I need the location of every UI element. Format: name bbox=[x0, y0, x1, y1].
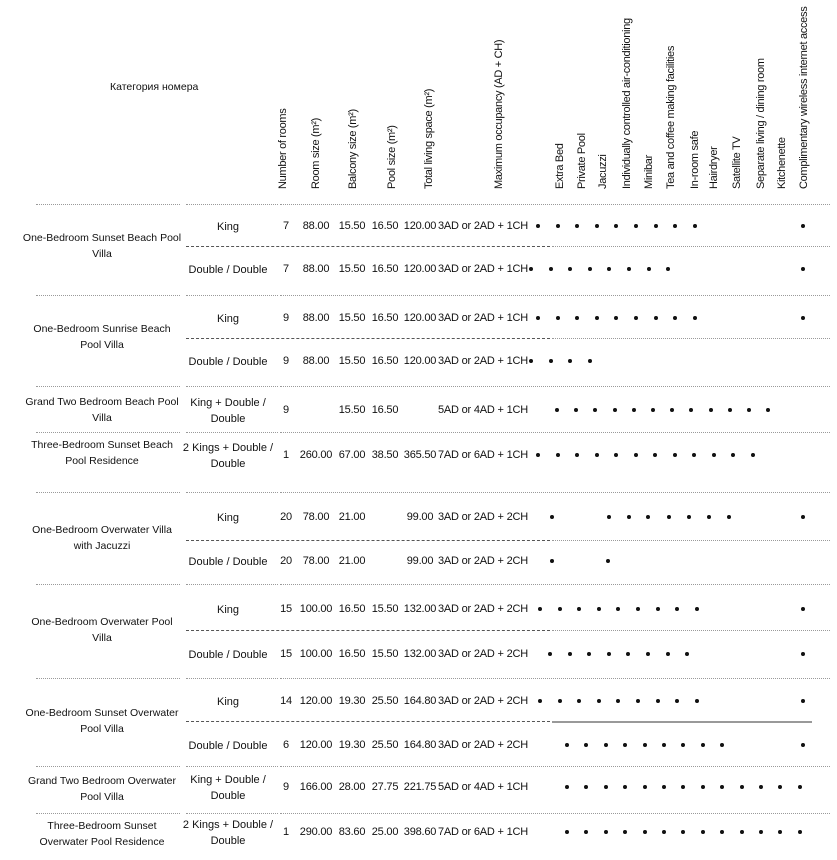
section-divider bbox=[36, 492, 180, 493]
occupancy-cell: 3AD or 2AD + 2CH bbox=[437, 648, 529, 660]
amenity-dot bbox=[595, 224, 599, 228]
pool-cell: 16.50 bbox=[371, 220, 399, 232]
room-size-cell: 120.00 bbox=[299, 739, 333, 751]
amenity-dot bbox=[675, 607, 679, 611]
room-type: 2 Kings + Double / Double bbox=[182, 442, 274, 470]
occupancy-cell: 7AD or 6AD + 1CH bbox=[437, 826, 529, 838]
amenity-dot bbox=[568, 652, 572, 656]
total-space-cell: 120.00 bbox=[403, 355, 437, 367]
amenity-dot bbox=[548, 652, 552, 656]
balcony-cell: 19.30 bbox=[338, 695, 366, 707]
amenity-dot bbox=[798, 830, 802, 834]
rooms-cell: 9 bbox=[283, 312, 289, 324]
amenity-dot bbox=[687, 515, 691, 519]
occupancy-cell: 3AD or 2AD + 2CH bbox=[437, 695, 529, 707]
amenity-dot bbox=[588, 267, 592, 271]
amenity-dot bbox=[740, 830, 744, 834]
room-category: One-Bedroom Sunrise Beach Pool Villa bbox=[33, 323, 171, 351]
room-size-cell: 88.00 bbox=[302, 355, 330, 367]
column-header: Extra Bed bbox=[554, 143, 566, 189]
amenity-dot bbox=[549, 359, 553, 363]
table-title: Категория номера bbox=[110, 81, 199, 93]
amenity-dot bbox=[675, 699, 679, 703]
amenity-dot bbox=[643, 785, 647, 789]
rooms-cell: 15 bbox=[280, 648, 292, 660]
balcony-cell: 15.50 bbox=[338, 404, 366, 416]
amenity-dot bbox=[693, 224, 697, 228]
column-header: Room size (m²) bbox=[310, 118, 322, 189]
amenity-dot bbox=[584, 785, 588, 789]
pool-cell: 16.50 bbox=[371, 263, 399, 275]
column-header: Complimentary wireless internet access bbox=[798, 6, 810, 189]
row-divider bbox=[186, 630, 550, 631]
rooms-cell: 9 bbox=[283, 781, 289, 793]
amenity-dot bbox=[623, 785, 627, 789]
balcony-cell: 16.50 bbox=[338, 648, 366, 660]
section-divider bbox=[36, 432, 180, 433]
room-type: King bbox=[216, 313, 240, 325]
amenity-dot bbox=[595, 316, 599, 320]
room-size-cell: 100.00 bbox=[299, 603, 333, 615]
room-size-cell: 78.00 bbox=[302, 511, 330, 523]
occupancy-cell: 5AD or 4AD + 1CH bbox=[437, 781, 529, 793]
amenity-dot bbox=[801, 267, 805, 271]
amenity-dot bbox=[654, 224, 658, 228]
section-divider bbox=[186, 295, 278, 296]
total-space-cell: 164.80 bbox=[403, 695, 437, 707]
amenity-dot bbox=[574, 408, 578, 412]
amenity-dot bbox=[634, 224, 638, 228]
section-divider bbox=[36, 584, 180, 585]
amenity-dot bbox=[681, 785, 685, 789]
amenity-dot bbox=[627, 267, 631, 271]
amenity-dot bbox=[555, 408, 559, 412]
column-header: Kitchenette bbox=[776, 137, 788, 189]
amenity-dot bbox=[798, 785, 802, 789]
room-size-cell: 260.00 bbox=[299, 449, 333, 461]
room-category: One-Bedroom Overwater Pool Villa bbox=[31, 616, 173, 644]
rooms-cell: 15 bbox=[280, 603, 292, 615]
row-divider bbox=[186, 540, 550, 541]
amenity-dot bbox=[623, 830, 627, 834]
amenity-dot bbox=[538, 699, 542, 703]
section-divider bbox=[36, 766, 180, 767]
amenity-dot bbox=[529, 359, 533, 363]
amenity-dot bbox=[801, 699, 805, 703]
amenity-dot bbox=[747, 408, 751, 412]
section-divider bbox=[186, 432, 278, 433]
row-divider bbox=[552, 338, 830, 339]
amenity-dot bbox=[778, 785, 782, 789]
section-divider bbox=[280, 766, 830, 767]
amenity-dot bbox=[712, 453, 716, 457]
occupancy-cell: 3AD or 2AD + 1CH bbox=[437, 312, 529, 324]
column-header: Minibar bbox=[643, 155, 655, 189]
amenity-dot bbox=[681, 830, 685, 834]
occupancy-cell: 3AD or 2AD + 1CH bbox=[437, 220, 529, 232]
row-divider bbox=[186, 246, 550, 247]
rooms-cell: 1 bbox=[283, 826, 289, 838]
occupancy-cell: 3AD or 2AD + 2CH bbox=[437, 511, 529, 523]
balcony-cell: 15.50 bbox=[338, 312, 366, 324]
rooms-cell: 1 bbox=[283, 449, 289, 461]
column-header: Tea and coffee making facilities bbox=[665, 45, 677, 189]
amenity-dot bbox=[731, 453, 735, 457]
column-header: Private Pool bbox=[576, 133, 588, 189]
pool-cell: 16.50 bbox=[371, 355, 399, 367]
column-header: Jacuzzi bbox=[597, 154, 609, 189]
room-type: King + Double / Double bbox=[190, 774, 266, 802]
amenity-dot bbox=[538, 607, 542, 611]
section-divider bbox=[36, 813, 180, 814]
amenity-dot bbox=[550, 515, 554, 519]
column-header: Total living space (m²) bbox=[423, 88, 435, 189]
amenity-dot bbox=[727, 515, 731, 519]
amenity-dot bbox=[614, 453, 618, 457]
amenity-dot bbox=[558, 607, 562, 611]
amenity-dot bbox=[643, 743, 647, 747]
occupancy-cell: 3AD or 2AD + 2CH bbox=[437, 603, 529, 615]
amenity-dot bbox=[656, 699, 660, 703]
occupancy-cell: 3AD or 2AD + 1CH bbox=[437, 355, 529, 367]
amenity-dot bbox=[588, 359, 592, 363]
amenity-dot bbox=[681, 743, 685, 747]
rooms-cell: 7 bbox=[283, 263, 289, 275]
pool-cell: 15.50 bbox=[371, 603, 399, 615]
room-type: King + Double / Double bbox=[190, 397, 266, 425]
pool-cell: 16.50 bbox=[371, 312, 399, 324]
pool-cell: 15.50 bbox=[371, 648, 399, 660]
column-header: In-room safe bbox=[689, 130, 701, 189]
balcony-cell: 21.00 bbox=[338, 555, 366, 567]
rooms-cell: 9 bbox=[283, 355, 289, 367]
amenity-dot bbox=[766, 408, 770, 412]
section-divider bbox=[36, 678, 180, 679]
amenity-dot bbox=[575, 316, 579, 320]
amenity-dot bbox=[556, 224, 560, 228]
amenity-dot bbox=[626, 652, 630, 656]
room-type: Double / Double bbox=[188, 649, 268, 661]
rooms-cell: 6 bbox=[283, 739, 289, 751]
room-category: Three-Bedroom Sunset Beach Pool Residence bbox=[31, 439, 173, 467]
row-divider bbox=[552, 540, 830, 541]
amenity-dot bbox=[685, 652, 689, 656]
balcony-cell: 83.60 bbox=[338, 826, 366, 838]
amenity-dot bbox=[584, 743, 588, 747]
amenity-dot bbox=[595, 453, 599, 457]
amenity-dot bbox=[604, 785, 608, 789]
amenity-dot bbox=[666, 652, 670, 656]
room-type: King bbox=[216, 512, 240, 524]
amenity-dot bbox=[651, 408, 655, 412]
amenity-dot bbox=[575, 453, 579, 457]
amenity-dot bbox=[577, 607, 581, 611]
room-category: One-Bedroom Overwater Villa with Jacuzzi bbox=[32, 524, 172, 552]
amenity-dot bbox=[801, 607, 805, 611]
amenity-dot bbox=[607, 652, 611, 656]
section-divider bbox=[186, 584, 278, 585]
room-size-cell: 120.00 bbox=[299, 695, 333, 707]
section-divider bbox=[186, 204, 278, 205]
section-divider bbox=[36, 386, 180, 387]
amenity-dot bbox=[728, 408, 732, 412]
balcony-cell: 16.50 bbox=[338, 603, 366, 615]
amenity-dot bbox=[529, 267, 533, 271]
amenity-dot bbox=[568, 267, 572, 271]
amenity-dot bbox=[673, 453, 677, 457]
amenity-dot bbox=[597, 607, 601, 611]
amenity-dot bbox=[740, 785, 744, 789]
occupancy-cell: 3AD or 2AD + 2CH bbox=[437, 739, 529, 751]
amenity-dot bbox=[709, 408, 713, 412]
amenity-dot bbox=[565, 743, 569, 747]
amenity-dot bbox=[616, 699, 620, 703]
section-divider bbox=[186, 492, 278, 493]
room-type: 2 Kings + Double / Double bbox=[182, 819, 274, 847]
room-size-cell: 88.00 bbox=[302, 312, 330, 324]
rooms-cell: 7 bbox=[283, 220, 289, 232]
balcony-cell: 19.30 bbox=[338, 739, 366, 751]
amenity-dot bbox=[695, 699, 699, 703]
section-divider bbox=[36, 204, 180, 205]
section-divider bbox=[280, 204, 830, 205]
section-divider bbox=[36, 295, 180, 296]
amenity-dot bbox=[646, 515, 650, 519]
balcony-cell: 15.50 bbox=[338, 220, 366, 232]
amenity-dot bbox=[720, 743, 724, 747]
amenity-dot bbox=[634, 316, 638, 320]
amenity-dot bbox=[613, 408, 617, 412]
row-divider bbox=[186, 338, 550, 339]
row-divider bbox=[186, 721, 550, 722]
rooms-cell: 14 bbox=[280, 695, 292, 707]
row-divider bbox=[552, 246, 830, 247]
amenity-dot bbox=[575, 224, 579, 228]
amenity-dot bbox=[778, 830, 782, 834]
amenity-dot bbox=[565, 830, 569, 834]
room-type: King bbox=[216, 696, 240, 708]
section-divider bbox=[280, 813, 830, 814]
amenity-dot bbox=[568, 359, 572, 363]
total-space-cell: 164.80 bbox=[403, 739, 437, 751]
rooms-cell: 20 bbox=[280, 555, 292, 567]
amenity-dot bbox=[643, 830, 647, 834]
total-space-cell: 99.00 bbox=[406, 511, 434, 523]
amenity-dot bbox=[614, 316, 618, 320]
amenity-dot bbox=[536, 224, 540, 228]
total-space-cell: 120.00 bbox=[403, 312, 437, 324]
pool-cell: 27.75 bbox=[371, 781, 399, 793]
room-size-cell: 166.00 bbox=[299, 781, 333, 793]
room-type: King bbox=[216, 221, 240, 233]
amenity-dot bbox=[647, 267, 651, 271]
amenity-dot bbox=[597, 699, 601, 703]
section-divider bbox=[280, 432, 830, 433]
pool-cell: 25.00 bbox=[371, 826, 399, 838]
room-category: Grand Two Bedroom Beach Pool Villa bbox=[25, 396, 179, 424]
section-divider bbox=[186, 678, 278, 679]
amenity-dot bbox=[666, 267, 670, 271]
column-header: Maximum occupancy (AD + CH) bbox=[493, 39, 505, 189]
amenity-dot bbox=[673, 224, 677, 228]
amenity-dot bbox=[667, 515, 671, 519]
room-category: One-Bedroom Sunset Beach Pool Villa bbox=[22, 232, 182, 260]
amenity-dot bbox=[636, 699, 640, 703]
column-header: Balcony size (m²) bbox=[347, 109, 359, 189]
column-header: Separate living / dining room bbox=[755, 58, 767, 189]
amenity-dot bbox=[656, 607, 660, 611]
pool-cell: 25.50 bbox=[371, 695, 399, 707]
section-divider bbox=[186, 386, 278, 387]
amenity-dot bbox=[606, 559, 610, 563]
total-space-cell: 365.50 bbox=[403, 449, 437, 461]
column-header: Satellite TV bbox=[731, 136, 743, 189]
amenity-dot bbox=[662, 830, 666, 834]
occupancy-cell: 3AD or 2AD + 2CH bbox=[437, 555, 529, 567]
amenity-dot bbox=[759, 830, 763, 834]
amenity-dot bbox=[604, 830, 608, 834]
amenity-dot bbox=[550, 559, 554, 563]
room-category: Grand Two Bedroom Overwater Pool Villa bbox=[27, 775, 177, 803]
section-divider bbox=[280, 295, 830, 296]
amenity-dot bbox=[720, 785, 724, 789]
room-size-cell: 88.00 bbox=[302, 263, 330, 275]
pool-cell: 16.50 bbox=[371, 404, 399, 416]
occupancy-cell: 7AD or 6AD + 1CH bbox=[437, 449, 529, 461]
amenity-dot bbox=[607, 267, 611, 271]
total-space-cell: 120.00 bbox=[403, 263, 437, 275]
room-category: Three-Bedroom Sunset Overwater Pool Residence bbox=[39, 820, 165, 848]
room-category: One-Bedroom Sunset Overwater Pool Villa bbox=[25, 707, 179, 735]
amenity-dot bbox=[593, 408, 597, 412]
occupancy-cell: 5AD or 4AD + 1CH bbox=[437, 404, 529, 416]
amenity-dot bbox=[565, 785, 569, 789]
amenity-dot bbox=[670, 408, 674, 412]
total-space-cell: 398.60 bbox=[403, 826, 437, 838]
amenity-dot bbox=[654, 316, 658, 320]
section-divider bbox=[280, 584, 830, 585]
amenity-dot bbox=[556, 453, 560, 457]
amenity-dot bbox=[801, 224, 805, 228]
amenity-dot bbox=[801, 743, 805, 747]
amenity-dot bbox=[801, 652, 805, 656]
row-divider-solid bbox=[552, 721, 812, 723]
amenity-dot bbox=[707, 515, 711, 519]
total-space-cell: 99.00 bbox=[406, 555, 434, 567]
room-type: Double / Double bbox=[188, 264, 268, 276]
room-size-cell: 88.00 bbox=[302, 220, 330, 232]
amenity-dot bbox=[751, 453, 755, 457]
total-space-cell: 120.00 bbox=[403, 220, 437, 232]
amenity-dot bbox=[692, 453, 696, 457]
amenity-dot bbox=[536, 453, 540, 457]
section-divider bbox=[186, 766, 278, 767]
amenity-dot bbox=[616, 607, 620, 611]
amenity-dot bbox=[701, 743, 705, 747]
amenity-dot bbox=[801, 515, 805, 519]
amenity-dot bbox=[646, 652, 650, 656]
amenity-dot bbox=[607, 515, 611, 519]
amenity-dot bbox=[632, 408, 636, 412]
amenity-dot bbox=[627, 515, 631, 519]
amenity-dot bbox=[673, 316, 677, 320]
amenity-dot bbox=[759, 785, 763, 789]
amenity-dot bbox=[662, 743, 666, 747]
rooms-cell: 20 bbox=[280, 511, 292, 523]
balcony-cell: 15.50 bbox=[338, 263, 366, 275]
balcony-cell: 67.00 bbox=[338, 449, 366, 461]
amenity-dot bbox=[636, 607, 640, 611]
section-divider bbox=[280, 492, 830, 493]
section-divider bbox=[186, 813, 278, 814]
total-space-cell: 132.00 bbox=[403, 603, 437, 615]
room-size-cell: 100.00 bbox=[299, 648, 333, 660]
room-type: Double / Double bbox=[188, 740, 268, 752]
section-divider bbox=[280, 386, 830, 387]
amenity-dot bbox=[653, 453, 657, 457]
amenity-dot bbox=[701, 830, 705, 834]
amenity-dot bbox=[693, 316, 697, 320]
amenity-dot bbox=[662, 785, 666, 789]
amenity-dot bbox=[556, 316, 560, 320]
balcony-cell: 28.00 bbox=[338, 781, 366, 793]
column-header: Hairdryer bbox=[708, 146, 720, 189]
amenity-dot bbox=[549, 267, 553, 271]
column-header: Pool size (m²) bbox=[386, 125, 398, 189]
amenity-dot bbox=[720, 830, 724, 834]
room-type: Double / Double bbox=[188, 356, 268, 368]
amenity-dot bbox=[623, 743, 627, 747]
column-header: Individually controlled air-conditioning bbox=[621, 18, 633, 189]
amenity-dot bbox=[558, 699, 562, 703]
pool-cell: 38.50 bbox=[371, 449, 399, 461]
amenity-dot bbox=[604, 743, 608, 747]
amenity-dot bbox=[689, 408, 693, 412]
row-divider bbox=[552, 630, 830, 631]
amenity-dot bbox=[801, 316, 805, 320]
room-size-cell: 290.00 bbox=[299, 826, 333, 838]
balcony-cell: 15.50 bbox=[338, 355, 366, 367]
amenity-dot bbox=[587, 652, 591, 656]
column-header: Number of rooms bbox=[277, 108, 289, 189]
room-size-cell: 78.00 bbox=[302, 555, 330, 567]
rooms-cell: 9 bbox=[283, 404, 289, 416]
pool-cell: 25.50 bbox=[371, 739, 399, 751]
balcony-cell: 21.00 bbox=[338, 511, 366, 523]
amenity-dot bbox=[584, 830, 588, 834]
amenity-dot bbox=[536, 316, 540, 320]
room-type: Double / Double bbox=[188, 556, 268, 568]
amenity-dot bbox=[701, 785, 705, 789]
section-divider bbox=[280, 678, 830, 679]
amenity-dot bbox=[614, 224, 618, 228]
amenity-dot bbox=[695, 607, 699, 611]
total-space-cell: 132.00 bbox=[403, 648, 437, 660]
room-type: King bbox=[216, 604, 240, 616]
amenity-dot bbox=[577, 699, 581, 703]
amenity-dot bbox=[634, 453, 638, 457]
total-space-cell: 221.75 bbox=[403, 781, 437, 793]
occupancy-cell: 3AD or 2AD + 1CH bbox=[437, 263, 529, 275]
